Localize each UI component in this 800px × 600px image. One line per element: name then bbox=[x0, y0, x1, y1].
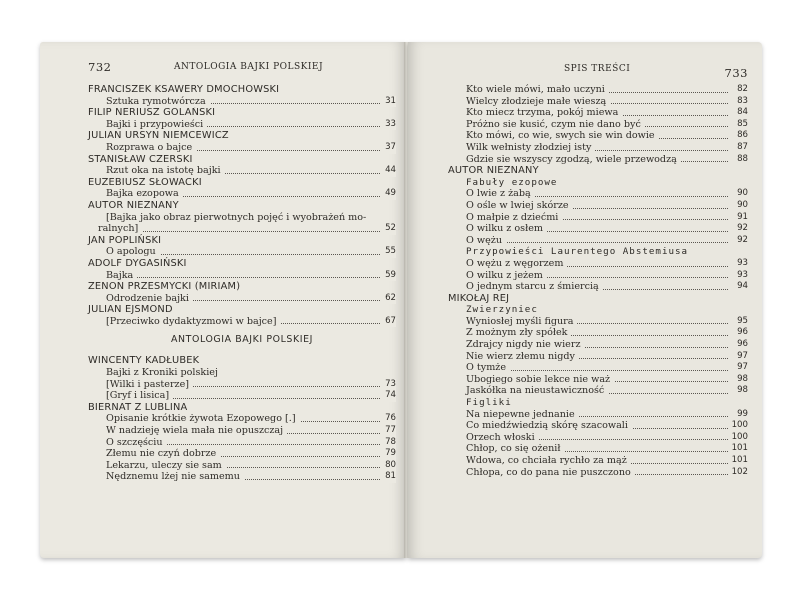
toc-entry-title: Bajki i przypowieści bbox=[106, 119, 207, 130]
toc-entry bbox=[448, 327, 748, 339]
toc-entry-title: Opisanie krótkie żywota Ezopowego [.] bbox=[106, 413, 300, 424]
toc-entry-title: Rozprawa o bajce bbox=[106, 142, 196, 153]
right-page bbox=[408, 42, 762, 558]
toc-entry-title: O tymże bbox=[466, 362, 510, 373]
toc-author bbox=[88, 200, 396, 212]
toc-entry-page-number: 99 bbox=[733, 409, 748, 421]
toc-entry-title: Zdrajcy nigdy nie wierz bbox=[466, 339, 585, 350]
toc-entry-title: O wężu bbox=[466, 235, 506, 246]
toc-entry-page-number: 102 bbox=[728, 467, 748, 479]
toc-entry bbox=[448, 385, 748, 397]
toc-entry-title: Wielcy złodzieje małe wieszą bbox=[466, 96, 610, 107]
toc-subsection bbox=[448, 304, 728, 316]
toc-entry-title: [Gryf i lisica] bbox=[106, 390, 173, 401]
toc-entry-title: Kto wiele mówi, mało uczyni bbox=[466, 84, 609, 95]
toc-entry-title: Wdowa, co chciała rychło za mąż bbox=[466, 455, 631, 466]
toc-entry-page-number: 97 bbox=[733, 362, 748, 374]
toc-entry bbox=[88, 223, 396, 235]
toc-entry bbox=[448, 420, 748, 432]
toc-entry-page-number: 98 bbox=[733, 374, 748, 386]
toc-entry bbox=[448, 281, 748, 293]
toc-entry bbox=[448, 84, 748, 96]
toc-section-heading bbox=[88, 327, 396, 347]
toc-subsection-title: Fabuły ezopowe bbox=[466, 176, 558, 188]
toc-entry bbox=[88, 316, 396, 328]
toc-entry-title: [Wilki i pasterze] bbox=[106, 379, 193, 390]
toc-entry-page-number: 85 bbox=[733, 119, 748, 131]
left-running-title: ANTOLOGIA BAJKI POLSKIEJ bbox=[174, 62, 324, 72]
toc-entry-title: Wilk wełnisty złodziej isty bbox=[466, 142, 595, 153]
toc-entry-title: Orzech włoski bbox=[466, 432, 539, 443]
toc-entry bbox=[448, 269, 748, 282]
toc-entry-title: Chłopa, co do pana nie puszczono bbox=[466, 467, 635, 478]
toc-entry bbox=[448, 130, 748, 142]
toc-entry bbox=[88, 390, 396, 402]
right-running-head bbox=[448, 62, 748, 84]
toc-entry-page-number: 90 bbox=[733, 188, 748, 200]
toc-author bbox=[448, 293, 728, 305]
toc-entry-page-number: 31 bbox=[381, 96, 396, 108]
toc-entry-page-number: 92 bbox=[733, 235, 748, 247]
toc-entry-page-number: 100 bbox=[728, 420, 748, 432]
toc-entry-page-number: 96 bbox=[733, 339, 748, 351]
toc-entry bbox=[88, 270, 396, 282]
toc-subsection-title: Przypowieści Laurentego Abstemiusa bbox=[466, 246, 689, 258]
toc-author-name: FRANCISZEK KSAWERY DMOCHOWSKI bbox=[88, 84, 280, 95]
toc-entry bbox=[448, 455, 748, 467]
toc-entry bbox=[448, 315, 748, 328]
toc-entry-line bbox=[88, 212, 396, 224]
toc-entry-title: Wyniosłej myśli figura bbox=[466, 316, 577, 327]
toc-author-name: EUZEBIUSZ SŁOWACKI bbox=[88, 176, 202, 188]
toc-entry-page-number: 93 bbox=[733, 270, 748, 282]
dot-leader bbox=[98, 231, 396, 232]
toc-entry bbox=[448, 199, 748, 212]
toc-entry-page-number: 88 bbox=[733, 154, 748, 166]
toc-author-name: BIERNAT Z LUBLINA bbox=[88, 401, 188, 413]
toc-entry-page-number: 83 bbox=[733, 96, 748, 108]
toc-entry bbox=[448, 408, 748, 421]
toc-entry-title: Na niepewne jednanie bbox=[466, 409, 579, 420]
toc-entry-title: Bajki z Kroniki polskiej bbox=[106, 367, 218, 379]
toc-entry-page-number: 97 bbox=[733, 351, 748, 363]
toc-entry-title: Kto mówi, co wie, swych sie win dowie bbox=[466, 130, 659, 141]
toc-entry bbox=[448, 466, 748, 479]
toc-entry-page-number: 73 bbox=[381, 379, 396, 391]
toc-entry-page-number: 84 bbox=[733, 107, 748, 119]
left-table-of-contents bbox=[88, 84, 396, 483]
toc-entry bbox=[448, 339, 748, 351]
toc-entry bbox=[448, 153, 748, 166]
toc-entry bbox=[88, 246, 396, 258]
toc-author-name: STANISŁAW CZERSKI bbox=[88, 153, 193, 165]
toc-entry-page-number: 82 bbox=[733, 84, 748, 96]
toc-author-name: WINCENTY KADŁUBEK bbox=[88, 355, 200, 367]
toc-entry bbox=[88, 96, 396, 108]
toc-author bbox=[88, 107, 396, 119]
toc-entry-title: Ubogiego sobie lekce nie waż bbox=[466, 374, 614, 385]
toc-entry bbox=[448, 362, 748, 374]
right-page-number: 733 bbox=[724, 66, 748, 80]
toc-subsection bbox=[448, 246, 728, 258]
toc-entry-title: Odrodzenie bajki bbox=[106, 293, 193, 304]
toc-entry-page-number: 55 bbox=[381, 246, 396, 258]
left-page bbox=[40, 42, 406, 558]
toc-author bbox=[448, 165, 728, 177]
toc-entry-page-number: 96 bbox=[733, 327, 748, 339]
toc-entry-page-number: 77 bbox=[381, 425, 396, 437]
toc-entry-page-number: 92 bbox=[733, 223, 748, 235]
toc-entry-title: Nędznemu lżej nie samemu bbox=[106, 471, 244, 482]
toc-entry-page-number: 81 bbox=[381, 471, 396, 483]
toc-entry bbox=[88, 471, 396, 483]
toc-entry bbox=[448, 188, 748, 200]
toc-author-name: JULIAN URSYN NIEMCEWICZ bbox=[88, 130, 229, 142]
toc-entry-page-number: 44 bbox=[381, 165, 396, 177]
toc-entry bbox=[88, 460, 396, 472]
toc-section-heading-text: ANTOLOGIA BAJKI POLSKIEJ bbox=[171, 334, 313, 346]
toc-entry bbox=[448, 223, 748, 235]
dot-leader bbox=[106, 277, 396, 278]
toc-entry-title: Bajka ezopowa bbox=[106, 188, 183, 199]
toc-entry-title: Chłop, co się ożenił bbox=[466, 443, 564, 454]
toc-entry-page-number: 59 bbox=[381, 270, 396, 282]
toc-subsection bbox=[448, 177, 728, 189]
toc-entry-line bbox=[88, 367, 396, 379]
toc-entry-title: Lekarzu, uleczy sie sam bbox=[106, 460, 226, 471]
toc-entry-page-number: 100 bbox=[728, 432, 748, 444]
open-book bbox=[40, 42, 762, 558]
toc-entry-title: Z możnym zły spółek bbox=[466, 327, 571, 338]
toc-entry-title: O małpie z dziećmi bbox=[466, 212, 562, 223]
toc-entry-page-number: 94 bbox=[733, 281, 748, 293]
toc-author-name: JULIAN EJSMOND bbox=[88, 304, 173, 316]
toc-entry bbox=[88, 413, 396, 425]
toc-entry-page-number: 76 bbox=[381, 413, 396, 425]
toc-entry bbox=[448, 141, 748, 154]
toc-entry-page-number: 74 bbox=[381, 390, 396, 402]
toc-entry-title: O ośle w lwiej skórze bbox=[466, 200, 573, 211]
right-table-of-contents bbox=[448, 84, 748, 478]
toc-entry-title: Gdzie sie wszyscy zgodzą, wiele przewodzą bbox=[466, 154, 681, 165]
right-running-title: SPIS TREŚCI bbox=[564, 64, 631, 74]
toc-author bbox=[88, 281, 396, 293]
toc-entry bbox=[448, 373, 748, 386]
toc-entry-page-number: 52 bbox=[381, 223, 396, 235]
toc-entry bbox=[448, 234, 748, 247]
toc-entry-title: O wilku z osłem bbox=[466, 223, 547, 234]
toc-entry bbox=[448, 107, 748, 119]
toc-author-name: AUTOR NIEZNANY bbox=[88, 199, 179, 211]
toc-entry-title: ralnych] bbox=[98, 223, 142, 234]
toc-entry-page-number: 95 bbox=[733, 316, 748, 328]
toc-entry bbox=[88, 437, 396, 449]
toc-entry bbox=[88, 379, 396, 391]
toc-author bbox=[88, 154, 396, 166]
toc-entry-page-number: 79 bbox=[381, 448, 396, 460]
toc-spacer bbox=[88, 347, 396, 355]
toc-subsection bbox=[448, 397, 728, 409]
toc-author bbox=[88, 355, 396, 367]
toc-author bbox=[88, 84, 396, 96]
toc-entry-page-number: 37 bbox=[381, 142, 396, 154]
toc-entry-page-number: 101 bbox=[728, 443, 748, 455]
toc-author-name: ADOLF DYGASIŃSKI bbox=[88, 257, 187, 269]
toc-entry-title: O lwie z żabą bbox=[466, 188, 535, 199]
toc-entry bbox=[88, 188, 396, 200]
toc-author bbox=[88, 177, 396, 189]
toc-entry bbox=[448, 95, 748, 108]
toc-entry-page-number: 62 bbox=[381, 293, 396, 305]
toc-entry-page-number: 49 bbox=[381, 188, 396, 200]
toc-entry-title: Nie wierz złemu nigdy bbox=[466, 351, 579, 362]
toc-author bbox=[88, 130, 396, 142]
toc-entry bbox=[448, 257, 748, 270]
toc-entry bbox=[88, 293, 396, 305]
toc-author-name: MIKOŁAJ REJ bbox=[448, 292, 510, 304]
toc-entry-page-number: 87 bbox=[733, 142, 748, 154]
toc-subsection-title: Figliki bbox=[466, 397, 512, 409]
toc-author bbox=[88, 304, 396, 316]
toc-author-name: JAN POPLIŃSKI bbox=[88, 234, 162, 246]
toc-subsection-title: Zwierzyniec bbox=[466, 304, 538, 316]
left-running-head bbox=[88, 62, 396, 84]
toc-entry-title: Sztuka rymotwórcza bbox=[106, 96, 210, 107]
toc-entry bbox=[88, 142, 396, 154]
toc-entry bbox=[88, 448, 396, 460]
toc-author bbox=[88, 402, 396, 414]
toc-entry-page-number: 33 bbox=[381, 119, 396, 131]
toc-entry bbox=[88, 425, 396, 437]
toc-entry-title: Kto miecz trzyma, pokój miewa bbox=[466, 107, 622, 118]
toc-entry-page-number: 90 bbox=[733, 200, 748, 212]
toc-entry-title: [Przeciwko dydaktyzmowi w bajce] bbox=[106, 316, 280, 327]
toc-entry bbox=[448, 350, 748, 363]
toc-entry-title: O apologu bbox=[106, 246, 160, 257]
toc-entry bbox=[448, 443, 748, 455]
toc-entry bbox=[448, 118, 748, 131]
toc-entry-title: Bajka bbox=[106, 270, 137, 281]
toc-entry bbox=[448, 211, 748, 224]
toc-entry-page-number: 86 bbox=[733, 130, 748, 142]
left-page-number: 732 bbox=[88, 60, 112, 74]
toc-author-name: AUTOR NIEZNANY bbox=[448, 165, 539, 177]
toc-entry-page-number: 67 bbox=[381, 316, 396, 328]
toc-entry-page-number: 80 bbox=[381, 460, 396, 472]
toc-entry-title: [Bajka jako obraz pierwotnych pojęć i wyobrażeń mo- bbox=[106, 211, 367, 223]
toc-entry-page-number: 91 bbox=[733, 212, 748, 224]
toc-entry-page-number: 78 bbox=[381, 437, 396, 449]
toc-author bbox=[88, 258, 396, 270]
toc-entry-title: Próżno sie kusić, czym nie dano być bbox=[466, 119, 645, 130]
toc-author bbox=[88, 235, 396, 247]
toc-entry-page-number: 98 bbox=[733, 385, 748, 397]
toc-entry-title: O wężu z węgorzem bbox=[466, 258, 567, 269]
toc-entry bbox=[88, 119, 396, 131]
toc-entry-title: Złemu nie czyń dobrze bbox=[106, 448, 220, 459]
toc-entry-title: O jednym starcu z śmiercią bbox=[466, 281, 603, 292]
toc-entry-page-number: 101 bbox=[728, 455, 748, 467]
toc-author-name: FILIP NERIUSZ GOLAŃSKI bbox=[88, 107, 216, 119]
toc-entry-page-number: 93 bbox=[733, 258, 748, 270]
toc-author-name: ZENON PRZESMYCKI (MIRIAM) bbox=[88, 281, 241, 293]
toc-entry-title: Jaskółka na nieustawiczność bbox=[466, 385, 608, 396]
toc-entry bbox=[88, 165, 396, 177]
toc-entry-title: Rzut oka na istotę bajki bbox=[106, 165, 225, 176]
toc-entry-title: O szczęściu bbox=[106, 437, 167, 448]
toc-entry-title: W nadzieję wiela mała nie opuszczaj bbox=[106, 425, 287, 436]
toc-entry bbox=[448, 431, 748, 444]
toc-entry-title: Co miedźwiedzią skórę szacowali bbox=[466, 420, 632, 431]
toc-entry-title: O wilku z jeżem bbox=[466, 270, 547, 281]
